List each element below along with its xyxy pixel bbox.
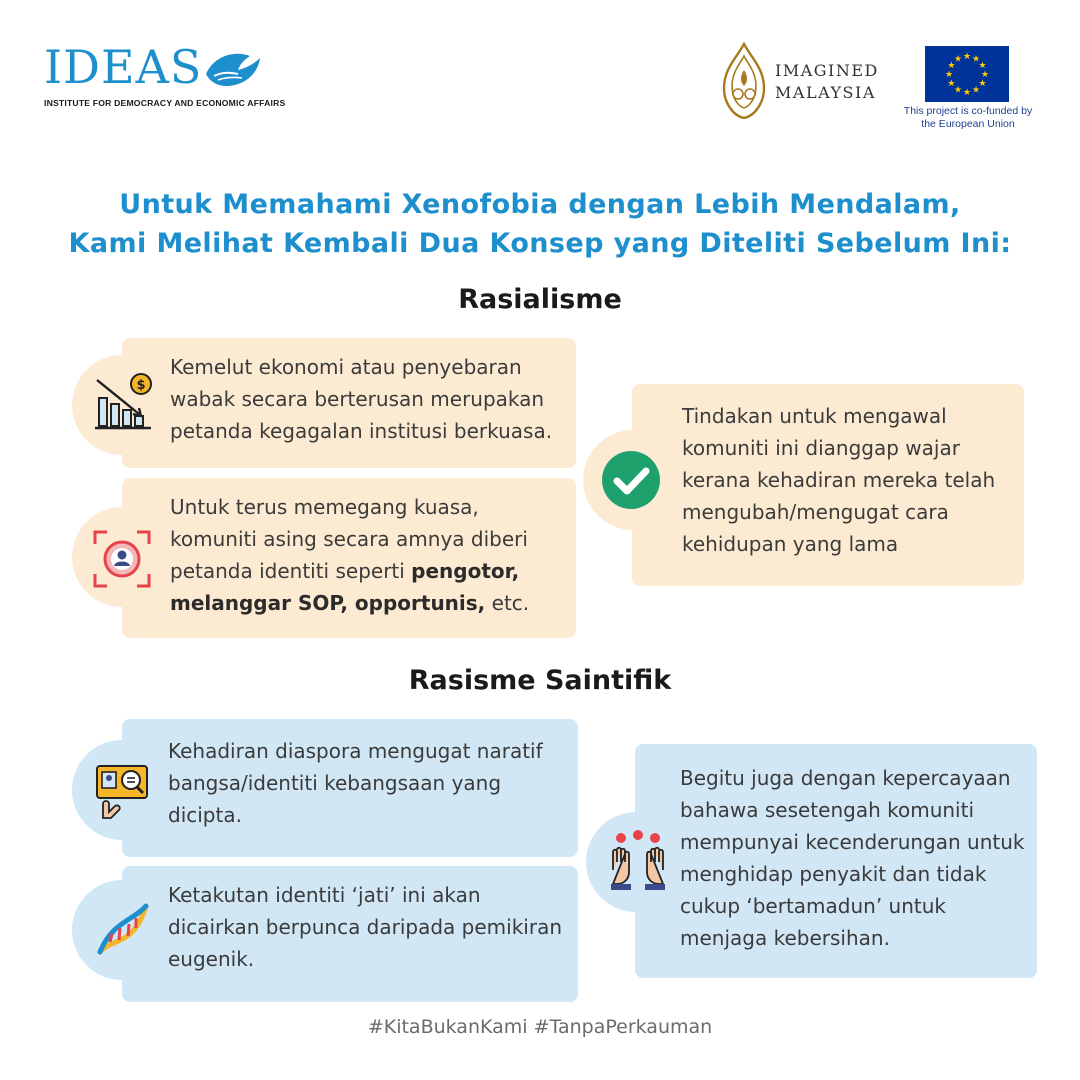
eu-star-icon: ★	[971, 54, 981, 65]
saintifik-card-2	[122, 866, 578, 1002]
card-text-prefix: Untuk terus memegang kuasa, komuniti asing secara amnya diberi petanda identiti seperti	[170, 495, 528, 583]
saintifik-card-3	[635, 744, 1037, 978]
eu-star-icon: ★	[944, 70, 954, 80]
card-text: Kemelut ekonomi atau penyebaran wabak secara berterusan merupakan petanda kegagalan institusi berkuasa.	[170, 355, 553, 443]
target-person-icon	[93, 530, 151, 592]
ideas-subtitle: INSTITUTE FOR DEMOCRACY AND ECONOMIC AFFAIRS	[44, 98, 286, 108]
eu-star-icon: ★	[962, 52, 972, 62]
card-text: Ketakutan identiti ‘jati’ ini akan dicairkan berpunca daripada pemikiran eugenik.	[168, 883, 563, 971]
page-title	[0, 185, 1080, 263]
card-text-suffix: etc.	[485, 591, 530, 615]
section-heading-rasisme-saintifik: Rasisme Saintifik	[408, 665, 672, 696]
rasialisme-card-2	[122, 478, 576, 638]
eu-star-icon: ★	[962, 88, 972, 98]
title-line1: Untuk Memahami Xenofobia dengan Lebih Mendalam,	[119, 189, 961, 220]
bird-icon	[200, 42, 262, 98]
imagined-line: IMAGINED	[775, 61, 879, 80]
eu-star-icon: ★	[947, 79, 956, 89]
eu-caption-line1: This project is co-funded by	[903, 105, 1033, 117]
section-heading-rasialisme: Rasialisme	[458, 284, 622, 315]
card-text: Begitu juga dengan kepercayaan bahawa sesetengah komuniti mempunyai kecenderungan untuk menghidap penyakit dan tidak cukup ‘bertamadun’ untuk menjaga kebersihan.	[680, 766, 1025, 950]
eu-star-icon: ★	[980, 70, 990, 80]
eu-flag-icon	[925, 46, 1009, 102]
dna-icon	[92, 898, 154, 964]
saintifik-card-1	[122, 719, 578, 857]
id-card-inspect-icon	[93, 762, 151, 824]
card-text: Kehadiran diaspora mengugat naratif bangsa/identiti kebangsaan yang dicipta.	[168, 739, 543, 827]
malaysia-line: MALAYSIA	[775, 83, 876, 102]
rasialisme-card-3	[632, 384, 1024, 586]
card-text: Tindakan untuk mengawal komuniti ini dianggap wajar kerana kehadiran mereka telah mengubah/mengugat cara kehidupan yang lama	[682, 404, 996, 556]
imagined-malaysia-logo	[775, 60, 879, 104]
ideas-logo-text: IDEAS	[44, 40, 203, 94]
eu-star-icon: ★	[947, 61, 956, 71]
declining-chart-icon	[93, 372, 153, 438]
wayang-emblem-icon	[720, 42, 768, 124]
svg-text:$: $	[136, 378, 146, 393]
germ-hands-icon	[607, 830, 669, 896]
check-circle-icon	[601, 450, 661, 514]
rasialisme-card-1	[122, 338, 576, 468]
hashtags: #KitaBukanKami #TanpaPerkauman	[367, 1016, 713, 1038]
eu-caption-line2: the European Union	[921, 118, 1015, 130]
eu-caption	[893, 105, 1043, 131]
eu-star-icon: ★	[978, 79, 987, 89]
title-line2: Kami Melihat Kembali Dua Konsep yang Diteliti Sebelum Ini:	[68, 228, 1012, 259]
eu-star-icon: ★	[971, 85, 981, 96]
card-text-bold: pengotor, melanggar SOP, opportunis,	[170, 559, 520, 615]
eu-star-icon: ★	[978, 61, 987, 71]
eu-star-icon: ★	[953, 54, 963, 65]
eu-star-icon: ★	[953, 85, 963, 96]
